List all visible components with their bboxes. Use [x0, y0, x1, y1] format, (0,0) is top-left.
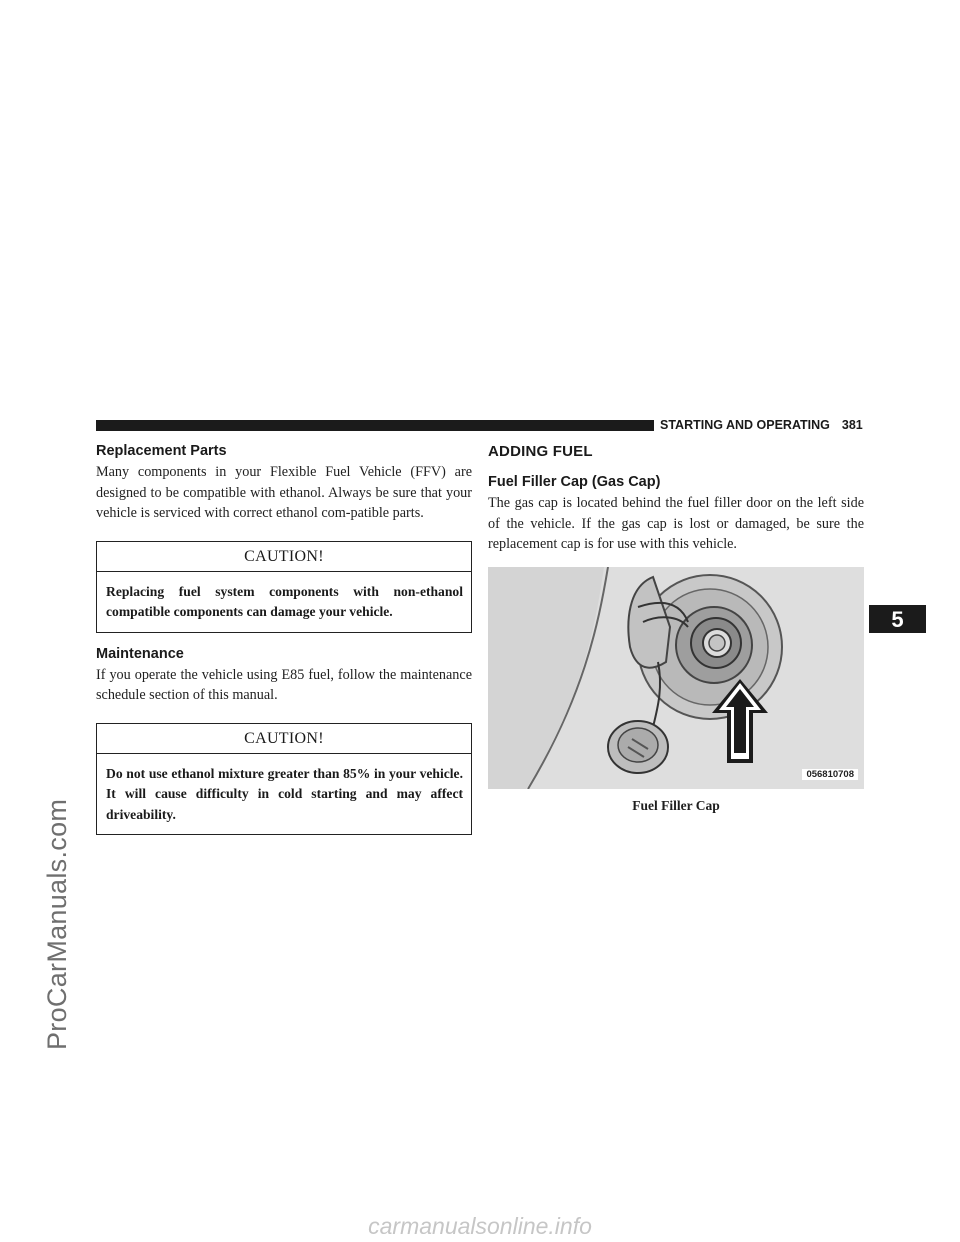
maintenance-heading: Maintenance: [96, 645, 184, 662]
fuel-filler-cap-heading: Fuel Filler Cap (Gas Cap): [488, 474, 661, 490]
header-rule: [96, 420, 654, 431]
site-watermark: ProCarManuals.com: [42, 798, 72, 1050]
caution-box-2: [96, 723, 472, 836]
footer-watermark: carmanualsonline.info: [368, 1213, 592, 1239]
right-column: [488, 443, 864, 814]
fuel-filler-cap-text: The gas cap is located behind the fuel filler door on the left side of the vehicle. If the gas cap is lost or damaged, be sure the replacement cap is for use with this vehicle.: [488, 495, 864, 552]
maintenance-text: If you operate the vehicle using E85 fuel, follow the maintenance schedule section of this manual.: [96, 666, 472, 703]
section-title: STARTING AND OPERATING: [660, 418, 830, 432]
fuel-filler-cap-illustration: [488, 567, 864, 789]
caution-title: CAUTION!: [97, 724, 471, 754]
caution-title: CAUTION!: [97, 542, 471, 572]
fuel-door-drawing: [488, 567, 864, 789]
chapter-tab: 5: [869, 605, 926, 633]
caution-text: Replacing fuel system components with non-ethanol compatible components can damage your vehicle.: [106, 583, 463, 619]
caution-text: Do not use ethanol mixture greater than 85% in your vehicle. It will cause difficulty in cold starting and may affect driveability.: [106, 765, 463, 822]
replacement-parts-text: Many components in your Flexible Fuel Vehicle (FFV) are designed to be compatible with ethanol. Always be sure that your vehicle is serviced with correct ethanol com-patible parts.: [96, 464, 472, 521]
left-column: [96, 443, 472, 835]
replacement-parts-heading: Replacement Parts: [96, 443, 227, 459]
running-header: [660, 418, 863, 432]
figure-code: 056810708: [802, 769, 858, 780]
figure-caption: Fuel Filler Cap: [632, 797, 720, 813]
adding-fuel-heading: ADDING FUEL: [488, 443, 593, 460]
caution-box-1: [96, 541, 472, 633]
page-number: 381: [841, 418, 863, 432]
